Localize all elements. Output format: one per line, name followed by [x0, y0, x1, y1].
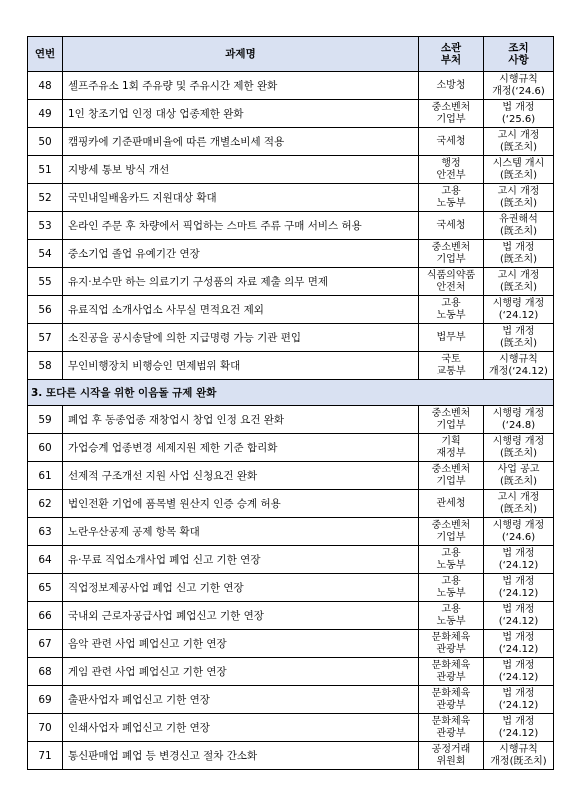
row-number: 60 [28, 434, 63, 462]
row-title: 유료직업 소개사업소 사무실 면적요건 제외 [63, 296, 419, 324]
row-number: 48 [28, 72, 63, 100]
row-title: 소진공을 공시송달에 의한 지급명령 가능 기관 편입 [63, 324, 419, 352]
table-row [28, 352, 554, 380]
row-department: 중소벤처 기업부 [419, 406, 484, 434]
table-row [28, 324, 554, 352]
row-number: 51 [28, 156, 63, 184]
header-action: 조치 사항 [484, 37, 554, 72]
table-row [28, 406, 554, 434]
table-row [28, 546, 554, 574]
row-department: 고용 노동부 [419, 546, 484, 574]
table-row [28, 714, 554, 742]
row-action: 유권해석 (旣조치) [484, 212, 554, 240]
section-title: 3. 또다른 시작을 위한 이음돌 규제 완화 [28, 380, 554, 406]
row-department: 공정거래 위원회 [419, 742, 484, 770]
row-department: 문화체육 관광부 [419, 686, 484, 714]
row-title: 직업정보제공사업 폐업 신고 기한 연장 [63, 574, 419, 602]
row-number: 52 [28, 184, 63, 212]
row-department: 법무부 [419, 324, 484, 352]
row-number: 61 [28, 462, 63, 490]
table-body-part2 [28, 406, 554, 770]
row-action: 시행령 개정 (‘24.8) [484, 406, 554, 434]
row-number: 57 [28, 324, 63, 352]
row-department: 식품의약품 안전처 [419, 268, 484, 296]
row-title: 온라인 주문 후 차량에서 픽업하는 스마트 주류 구매 서비스 허용 [63, 212, 419, 240]
row-number: 59 [28, 406, 63, 434]
row-number: 69 [28, 686, 63, 714]
row-title: 국내외 근로자공급사업 폐업신고 기한 연장 [63, 602, 419, 630]
row-action: 시행령 개정 (‘24.12) [484, 296, 554, 324]
table-row [28, 462, 554, 490]
row-number: 56 [28, 296, 63, 324]
row-number: 67 [28, 630, 63, 658]
row-action: 시스템 개시 (旣조치) [484, 156, 554, 184]
row-action: 법 개정 (‘25.6) [484, 100, 554, 128]
row-action: 법 개정 (‘24.12) [484, 602, 554, 630]
row-title: 유지·보수만 하는 의료기기 구성품의 자료 제출 의무 면제 [63, 268, 419, 296]
table-row [28, 658, 554, 686]
row-number: 50 [28, 128, 63, 156]
table-row [28, 518, 554, 546]
row-number: 58 [28, 352, 63, 380]
row-department: 고용 노동부 [419, 574, 484, 602]
row-title: 무인비행장치 비행승인 면제범위 확대 [63, 352, 419, 380]
row-department: 중소벤처 기업부 [419, 100, 484, 128]
row-action: 시행규칙 개정(旣조치) [484, 742, 554, 770]
row-action: 법 개정 (‘24.12) [484, 546, 554, 574]
row-action: 시행규칙 개정(‘24.12) [484, 352, 554, 380]
row-number: 66 [28, 602, 63, 630]
table-row [28, 128, 554, 156]
row-department: 고용 노동부 [419, 296, 484, 324]
row-number: 49 [28, 100, 63, 128]
table-row [28, 434, 554, 462]
row-action: 시행령 개정 (‘24.6) [484, 518, 554, 546]
table-row [28, 602, 554, 630]
row-title: 셀프주유소 1회 주유량 및 주유시간 제한 완화 [63, 72, 419, 100]
row-title: 중소기업 졸업 유예기간 연장 [63, 240, 419, 268]
row-department: 소방청 [419, 72, 484, 100]
table-row [28, 686, 554, 714]
row-title: 캠핑카에 기준판매비율에 따른 개별소비세 적용 [63, 128, 419, 156]
row-title: 폐업 후 동종업종 재창업시 창업 인정 요건 완화 [63, 406, 419, 434]
row-department: 국세청 [419, 128, 484, 156]
header-num: 연번 [28, 37, 63, 72]
header-row [28, 37, 554, 72]
row-title: 음악 관련 사업 폐업신고 기한 연장 [63, 630, 419, 658]
row-action: 법 개정 (旣조치) [484, 240, 554, 268]
header-title: 과제명 [63, 37, 419, 72]
row-action: 시행령 개정 (旣조치) [484, 434, 554, 462]
table-row [28, 742, 554, 770]
table-row [28, 240, 554, 268]
row-action: 법 개정 (‘24.12) [484, 714, 554, 742]
row-action: 고시 개정 (旣조치) [484, 490, 554, 518]
table-row [28, 490, 554, 518]
section-body [28, 380, 554, 406]
row-action: 시행규칙 개정(‘24.6) [484, 72, 554, 100]
table-row [28, 156, 554, 184]
row-title: 유·무료 직업소개사업 폐업 신고 기한 연장 [63, 546, 419, 574]
row-department: 고용 노동부 [419, 602, 484, 630]
row-action: 고시 개정 (旣조치) [484, 268, 554, 296]
row-number: 70 [28, 714, 63, 742]
row-title: 1인 창조기업 인정 대상 업종제한 완화 [63, 100, 419, 128]
row-title: 선제적 구조개선 지원 사업 신청요건 완화 [63, 462, 419, 490]
row-department: 국세청 [419, 212, 484, 240]
section-row [28, 380, 554, 406]
regulation-table-container [27, 36, 553, 770]
row-department: 중소벤처 기업부 [419, 240, 484, 268]
row-department: 중소벤처 기업부 [419, 462, 484, 490]
row-title: 노란우산공제 공제 항목 확대 [63, 518, 419, 546]
table-row [28, 268, 554, 296]
row-action: 사업 공고 (旣조치) [484, 462, 554, 490]
row-department: 문화체육 관광부 [419, 630, 484, 658]
table-row [28, 184, 554, 212]
table-body-part1 [28, 72, 554, 380]
row-title: 인쇄사업자 폐업신고 기한 연장 [63, 714, 419, 742]
row-department: 국토 교통부 [419, 352, 484, 380]
row-action: 고시 개정 (旣조치) [484, 128, 554, 156]
row-action: 고시 개정 (旣조치) [484, 184, 554, 212]
row-department: 문화체육 관광부 [419, 658, 484, 686]
row-title: 게임 관련 사업 폐업신고 기한 연장 [63, 658, 419, 686]
row-action: 법 개정 (‘24.12) [484, 658, 554, 686]
table-row [28, 630, 554, 658]
row-action: 법 개정 (‘24.12) [484, 574, 554, 602]
regulation-table [27, 36, 554, 770]
table-row [28, 574, 554, 602]
row-action: 법 개정 (旣조치) [484, 324, 554, 352]
table-row [28, 100, 554, 128]
row-number: 65 [28, 574, 63, 602]
row-title: 국민내일배움카드 지원대상 확대 [63, 184, 419, 212]
row-title: 출판사업자 폐업신고 기한 연장 [63, 686, 419, 714]
row-title: 가업승계 업종변경 세제지원 제한 기준 합리화 [63, 434, 419, 462]
row-action: 법 개정 (‘24.12) [484, 686, 554, 714]
row-title: 지방세 통보 방식 개선 [63, 156, 419, 184]
row-department: 행정 안전부 [419, 156, 484, 184]
row-department: 고용 노동부 [419, 184, 484, 212]
row-title: 법인전환 기업에 품목별 원산지 인증 승계 허용 [63, 490, 419, 518]
row-number: 64 [28, 546, 63, 574]
row-department: 관세청 [419, 490, 484, 518]
row-title: 통신판매업 폐업 등 변경신고 절차 간소화 [63, 742, 419, 770]
row-number: 54 [28, 240, 63, 268]
table-row [28, 296, 554, 324]
row-number: 68 [28, 658, 63, 686]
row-number: 63 [28, 518, 63, 546]
row-department: 기획 재정부 [419, 434, 484, 462]
row-department: 문화체육 관광부 [419, 714, 484, 742]
header-dept: 소관 부처 [419, 37, 484, 72]
row-number: 62 [28, 490, 63, 518]
row-department: 중소벤처 기업부 [419, 518, 484, 546]
table-row [28, 212, 554, 240]
row-action: 법 개정 (‘24.12) [484, 630, 554, 658]
table-row [28, 72, 554, 100]
row-number: 71 [28, 742, 63, 770]
row-number: 55 [28, 268, 63, 296]
row-number: 53 [28, 212, 63, 240]
